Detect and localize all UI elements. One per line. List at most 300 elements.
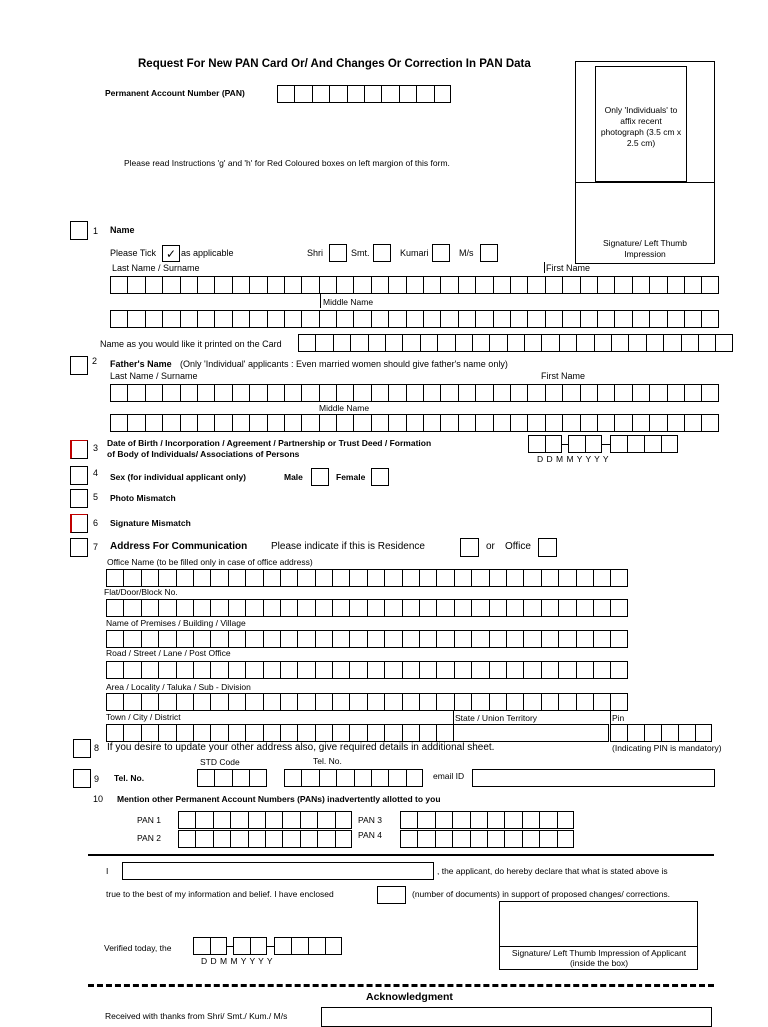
char-box[interactable] xyxy=(406,414,423,432)
char-box[interactable] xyxy=(594,334,611,352)
applicant-name-field[interactable] xyxy=(122,862,434,880)
char-box[interactable] xyxy=(644,724,661,742)
char-box[interactable] xyxy=(233,937,250,955)
char-box[interactable] xyxy=(274,937,291,955)
char-box[interactable] xyxy=(663,334,680,352)
pan-4-boxes[interactable] xyxy=(400,830,574,848)
char-box[interactable] xyxy=(141,630,158,648)
char-box[interactable] xyxy=(333,334,350,352)
char-box[interactable] xyxy=(210,937,227,955)
char-box[interactable] xyxy=(489,693,506,711)
char-box[interactable] xyxy=(558,569,575,587)
char-box[interactable] xyxy=(452,811,469,829)
char-box[interactable] xyxy=(197,384,214,402)
dob-month-boxes[interactable] xyxy=(568,435,602,453)
char-box[interactable] xyxy=(440,276,457,294)
char-box[interactable] xyxy=(614,384,631,402)
char-box[interactable] xyxy=(228,693,245,711)
char-box[interactable] xyxy=(284,276,301,294)
char-box[interactable] xyxy=(504,830,521,848)
char-box[interactable] xyxy=(280,661,297,679)
char-box[interactable] xyxy=(228,599,245,617)
char-box[interactable] xyxy=(585,435,602,453)
char-box[interactable] xyxy=(458,310,475,328)
char-box[interactable] xyxy=(180,414,197,432)
char-box[interactable] xyxy=(667,414,684,432)
char-box[interactable] xyxy=(388,769,405,787)
char-box[interactable] xyxy=(489,630,506,648)
char-box[interactable] xyxy=(527,384,544,402)
char-box[interactable] xyxy=(245,661,262,679)
char-box[interactable] xyxy=(632,276,649,294)
char-box[interactable] xyxy=(701,384,718,402)
char-box[interactable] xyxy=(684,276,701,294)
char-box[interactable] xyxy=(558,630,575,648)
char-box[interactable] xyxy=(230,811,247,829)
char-box[interactable] xyxy=(545,435,562,453)
char-box[interactable] xyxy=(249,769,266,787)
char-box[interactable] xyxy=(349,693,366,711)
char-box[interactable] xyxy=(522,830,539,848)
char-box[interactable] xyxy=(384,599,401,617)
char-box[interactable] xyxy=(228,661,245,679)
char-box[interactable] xyxy=(475,310,492,328)
char-box[interactable] xyxy=(452,830,469,848)
char-box[interactable] xyxy=(158,630,175,648)
char-box[interactable] xyxy=(541,599,558,617)
pan-number-boxes[interactable] xyxy=(277,85,451,103)
char-box[interactable] xyxy=(545,384,562,402)
char-box[interactable] xyxy=(510,276,527,294)
char-box[interactable] xyxy=(123,724,140,742)
char-box[interactable] xyxy=(489,334,506,352)
char-box[interactable] xyxy=(315,661,332,679)
char-box[interactable] xyxy=(610,569,627,587)
section-9-checkbox[interactable] xyxy=(73,769,91,788)
char-box[interactable] xyxy=(123,693,140,711)
char-box[interactable] xyxy=(593,630,610,648)
char-box[interactable] xyxy=(315,599,332,617)
char-box[interactable] xyxy=(193,937,210,955)
char-box[interactable] xyxy=(123,599,140,617)
char-box[interactable] xyxy=(628,334,645,352)
char-box[interactable] xyxy=(336,769,353,787)
char-box[interactable] xyxy=(249,384,266,402)
char-box[interactable] xyxy=(282,811,299,829)
char-box[interactable] xyxy=(436,693,453,711)
char-box[interactable] xyxy=(527,414,544,432)
char-box[interactable] xyxy=(440,384,457,402)
title-shri-box[interactable] xyxy=(329,244,347,262)
char-box[interactable] xyxy=(504,811,521,829)
char-box[interactable] xyxy=(123,661,140,679)
char-box[interactable] xyxy=(506,661,523,679)
char-box[interactable] xyxy=(367,630,384,648)
char-box[interactable] xyxy=(349,599,366,617)
char-box[interactable] xyxy=(371,310,388,328)
char-box[interactable] xyxy=(417,811,434,829)
char-box[interactable] xyxy=(371,414,388,432)
char-box[interactable] xyxy=(308,937,325,955)
char-box[interactable] xyxy=(332,599,349,617)
char-box[interactable] xyxy=(610,724,627,742)
char-box[interactable] xyxy=(291,937,308,955)
char-box[interactable] xyxy=(632,384,649,402)
char-box[interactable] xyxy=(423,414,440,432)
char-box[interactable] xyxy=(558,693,575,711)
char-box[interactable] xyxy=(263,693,280,711)
char-box[interactable] xyxy=(384,630,401,648)
char-box[interactable] xyxy=(127,384,144,402)
char-box[interactable] xyxy=(406,769,423,787)
char-box[interactable] xyxy=(610,435,627,453)
section-7-checkbox[interactable] xyxy=(70,538,88,557)
char-box[interactable] xyxy=(178,811,195,829)
char-box[interactable] xyxy=(454,661,471,679)
char-box[interactable] xyxy=(145,276,162,294)
char-box[interactable] xyxy=(245,630,262,648)
section-4-checkbox[interactable] xyxy=(70,466,88,485)
pan-2-boxes[interactable] xyxy=(178,830,352,848)
state-field[interactable] xyxy=(453,724,609,742)
char-box[interactable] xyxy=(487,811,504,829)
char-box[interactable] xyxy=(349,569,366,587)
char-box[interactable] xyxy=(158,569,175,587)
char-box[interactable] xyxy=(614,414,631,432)
char-box[interactable] xyxy=(263,630,280,648)
char-box[interactable] xyxy=(454,569,471,587)
char-box[interactable] xyxy=(506,630,523,648)
char-box[interactable] xyxy=(416,85,433,103)
char-box[interactable] xyxy=(106,569,123,587)
char-box[interactable] xyxy=(614,310,631,328)
char-box[interactable] xyxy=(106,630,123,648)
char-box[interactable] xyxy=(245,569,262,587)
char-box[interactable] xyxy=(510,310,527,328)
char-box[interactable] xyxy=(127,276,144,294)
char-box[interactable] xyxy=(110,384,127,402)
char-box[interactable] xyxy=(701,276,718,294)
char-box[interactable] xyxy=(127,310,144,328)
char-box[interactable] xyxy=(280,599,297,617)
char-box[interactable] xyxy=(527,276,544,294)
char-box[interactable] xyxy=(384,569,401,587)
char-box[interactable] xyxy=(162,310,179,328)
char-box[interactable] xyxy=(568,435,585,453)
char-box[interactable] xyxy=(562,414,579,432)
char-box[interactable] xyxy=(106,661,123,679)
char-box[interactable] xyxy=(541,661,558,679)
char-box[interactable] xyxy=(214,384,231,402)
char-box[interactable] xyxy=(419,724,436,742)
char-box[interactable] xyxy=(489,661,506,679)
char-box[interactable] xyxy=(141,569,158,587)
char-box[interactable] xyxy=(123,569,140,587)
char-box[interactable] xyxy=(454,630,471,648)
char-box[interactable] xyxy=(263,599,280,617)
char-box[interactable] xyxy=(267,384,284,402)
char-box[interactable] xyxy=(145,310,162,328)
char-box[interactable] xyxy=(371,276,388,294)
char-box[interactable] xyxy=(158,661,175,679)
char-box[interactable] xyxy=(489,569,506,587)
char-box[interactable] xyxy=(661,435,678,453)
char-box[interactable] xyxy=(301,384,318,402)
char-box[interactable] xyxy=(510,384,527,402)
char-box[interactable] xyxy=(312,85,329,103)
char-box[interactable] xyxy=(106,599,123,617)
char-box[interactable] xyxy=(678,724,695,742)
char-box[interactable] xyxy=(180,310,197,328)
char-box[interactable] xyxy=(402,599,419,617)
char-box[interactable] xyxy=(315,630,332,648)
char-box[interactable] xyxy=(610,630,627,648)
char-box[interactable] xyxy=(332,630,349,648)
char-box[interactable] xyxy=(440,414,457,432)
char-box[interactable] xyxy=(419,693,436,711)
char-box[interactable] xyxy=(436,630,453,648)
dob-day-boxes[interactable] xyxy=(528,435,562,453)
char-box[interactable] xyxy=(249,276,266,294)
char-box[interactable] xyxy=(597,384,614,402)
char-box[interactable] xyxy=(580,384,597,402)
char-box[interactable] xyxy=(367,599,384,617)
char-box[interactable] xyxy=(580,310,597,328)
char-box[interactable] xyxy=(317,811,334,829)
char-box[interactable] xyxy=(193,599,210,617)
char-box[interactable] xyxy=(454,599,471,617)
title-ms-box[interactable] xyxy=(480,244,498,262)
char-box[interactable] xyxy=(541,630,558,648)
char-box[interactable] xyxy=(141,724,158,742)
char-box[interactable] xyxy=(319,310,336,328)
pan-3-boxes[interactable] xyxy=(400,811,574,829)
char-box[interactable] xyxy=(176,661,193,679)
char-box[interactable] xyxy=(214,276,231,294)
char-box[interactable] xyxy=(667,310,684,328)
char-box[interactable] xyxy=(317,830,334,848)
char-box[interactable] xyxy=(193,693,210,711)
char-box[interactable] xyxy=(123,630,140,648)
char-box[interactable] xyxy=(402,693,419,711)
char-box[interactable] xyxy=(627,724,644,742)
char-box[interactable] xyxy=(388,384,405,402)
male-box[interactable] xyxy=(311,468,329,486)
char-box[interactable] xyxy=(388,310,405,328)
char-box[interactable] xyxy=(284,384,301,402)
char-box[interactable] xyxy=(402,569,419,587)
char-box[interactable] xyxy=(471,630,488,648)
char-box[interactable] xyxy=(684,414,701,432)
char-box[interactable] xyxy=(701,310,718,328)
char-box[interactable] xyxy=(197,414,214,432)
char-box[interactable] xyxy=(593,569,610,587)
char-box[interactable] xyxy=(162,276,179,294)
char-box[interactable] xyxy=(434,85,451,103)
char-box[interactable] xyxy=(367,693,384,711)
char-box[interactable] xyxy=(193,661,210,679)
char-box[interactable] xyxy=(562,384,579,402)
office-box[interactable] xyxy=(538,538,557,557)
char-box[interactable] xyxy=(263,724,280,742)
char-box[interactable] xyxy=(267,310,284,328)
char-box[interactable] xyxy=(230,830,247,848)
char-box[interactable] xyxy=(388,276,405,294)
char-box[interactable] xyxy=(232,384,249,402)
char-box[interactable] xyxy=(176,599,193,617)
char-box[interactable] xyxy=(301,310,318,328)
char-box[interactable] xyxy=(649,414,666,432)
char-box[interactable] xyxy=(106,724,123,742)
char-box[interactable] xyxy=(661,724,678,742)
char-box[interactable] xyxy=(368,334,385,352)
char-box[interactable] xyxy=(557,811,574,829)
char-box[interactable] xyxy=(180,276,197,294)
char-box[interactable] xyxy=(210,630,227,648)
char-box[interactable] xyxy=(228,569,245,587)
char-box[interactable] xyxy=(197,276,214,294)
char-box[interactable] xyxy=(681,334,698,352)
char-box[interactable] xyxy=(510,414,527,432)
char-box[interactable] xyxy=(522,811,539,829)
char-box[interactable] xyxy=(580,276,597,294)
received-from-field[interactable] xyxy=(321,1007,712,1027)
char-box[interactable] xyxy=(214,310,231,328)
char-box[interactable] xyxy=(400,811,417,829)
char-box[interactable] xyxy=(195,811,212,829)
char-box[interactable] xyxy=(350,334,367,352)
char-box[interactable] xyxy=(539,811,556,829)
char-box[interactable] xyxy=(597,276,614,294)
char-box[interactable] xyxy=(210,661,227,679)
char-box[interactable] xyxy=(280,569,297,587)
char-box[interactable] xyxy=(632,310,649,328)
road-boxes[interactable] xyxy=(106,661,628,679)
char-box[interactable] xyxy=(632,414,649,432)
email-field[interactable] xyxy=(472,769,715,787)
char-box[interactable] xyxy=(214,769,231,787)
char-box[interactable] xyxy=(367,661,384,679)
char-box[interactable] xyxy=(597,310,614,328)
char-box[interactable] xyxy=(667,384,684,402)
char-box[interactable] xyxy=(354,769,371,787)
char-box[interactable] xyxy=(282,830,299,848)
char-box[interactable] xyxy=(388,414,405,432)
char-box[interactable] xyxy=(436,661,453,679)
char-box[interactable] xyxy=(145,414,162,432)
char-box[interactable] xyxy=(576,599,593,617)
char-box[interactable] xyxy=(545,310,562,328)
char-box[interactable] xyxy=(384,693,401,711)
char-box[interactable] xyxy=(319,414,336,432)
char-box[interactable] xyxy=(332,724,349,742)
section-2-checkbox[interactable] xyxy=(70,356,88,375)
char-box[interactable] xyxy=(176,724,193,742)
verified-year-boxes[interactable] xyxy=(274,937,342,955)
char-box[interactable] xyxy=(162,414,179,432)
char-box[interactable] xyxy=(301,414,318,432)
char-box[interactable] xyxy=(371,769,388,787)
char-box[interactable] xyxy=(435,830,452,848)
char-box[interactable] xyxy=(300,811,317,829)
char-box[interactable] xyxy=(402,334,419,352)
char-box[interactable] xyxy=(417,830,434,848)
char-box[interactable] xyxy=(367,569,384,587)
char-box[interactable] xyxy=(195,830,212,848)
char-box[interactable] xyxy=(423,384,440,402)
char-box[interactable] xyxy=(263,569,280,587)
char-box[interactable] xyxy=(158,693,175,711)
section-1-checkbox[interactable] xyxy=(70,221,88,240)
char-box[interactable] xyxy=(440,310,457,328)
char-box[interactable] xyxy=(110,414,127,432)
char-box[interactable] xyxy=(523,599,540,617)
char-box[interactable] xyxy=(493,310,510,328)
char-box[interactable] xyxy=(232,769,249,787)
char-box[interactable] xyxy=(210,599,227,617)
char-box[interactable] xyxy=(406,276,423,294)
char-box[interactable] xyxy=(545,276,562,294)
char-box[interactable] xyxy=(576,693,593,711)
premises-boxes[interactable] xyxy=(106,630,628,648)
char-box[interactable] xyxy=(232,276,249,294)
char-box[interactable] xyxy=(541,569,558,587)
char-box[interactable] xyxy=(471,661,488,679)
char-box[interactable] xyxy=(610,661,627,679)
name-row-1[interactable] xyxy=(110,276,719,294)
char-box[interactable] xyxy=(649,384,666,402)
char-box[interactable] xyxy=(419,569,436,587)
char-box[interactable] xyxy=(319,276,336,294)
char-box[interactable] xyxy=(315,569,332,587)
section-6-checkbox[interactable] xyxy=(70,514,88,533)
char-box[interactable] xyxy=(329,85,346,103)
father-name-row-2[interactable] xyxy=(110,414,719,432)
dob-year-boxes[interactable] xyxy=(610,435,678,453)
char-box[interactable] xyxy=(384,661,401,679)
name-row-2[interactable] xyxy=(110,310,719,328)
char-box[interactable] xyxy=(127,414,144,432)
section-3-checkbox[interactable] xyxy=(70,440,88,459)
char-box[interactable] xyxy=(649,310,666,328)
char-box[interactable] xyxy=(493,414,510,432)
char-box[interactable] xyxy=(471,599,488,617)
char-box[interactable] xyxy=(593,599,610,617)
char-box[interactable] xyxy=(213,830,230,848)
char-box[interactable] xyxy=(265,830,282,848)
char-box[interactable] xyxy=(559,334,576,352)
char-box[interactable] xyxy=(458,276,475,294)
char-box[interactable] xyxy=(541,334,558,352)
char-box[interactable] xyxy=(371,384,388,402)
char-box[interactable] xyxy=(384,724,401,742)
char-box[interactable] xyxy=(332,693,349,711)
char-box[interactable] xyxy=(523,630,540,648)
char-box[interactable] xyxy=(649,276,666,294)
char-box[interactable] xyxy=(336,310,353,328)
char-box[interactable] xyxy=(193,630,210,648)
char-box[interactable] xyxy=(541,693,558,711)
char-box[interactable] xyxy=(527,310,544,328)
char-box[interactable] xyxy=(280,693,297,711)
char-box[interactable] xyxy=(506,599,523,617)
char-box[interactable] xyxy=(298,334,315,352)
char-box[interactable] xyxy=(210,724,227,742)
char-box[interactable] xyxy=(315,693,332,711)
char-box[interactable] xyxy=(158,724,175,742)
char-box[interactable] xyxy=(423,310,440,328)
char-box[interactable] xyxy=(145,384,162,402)
